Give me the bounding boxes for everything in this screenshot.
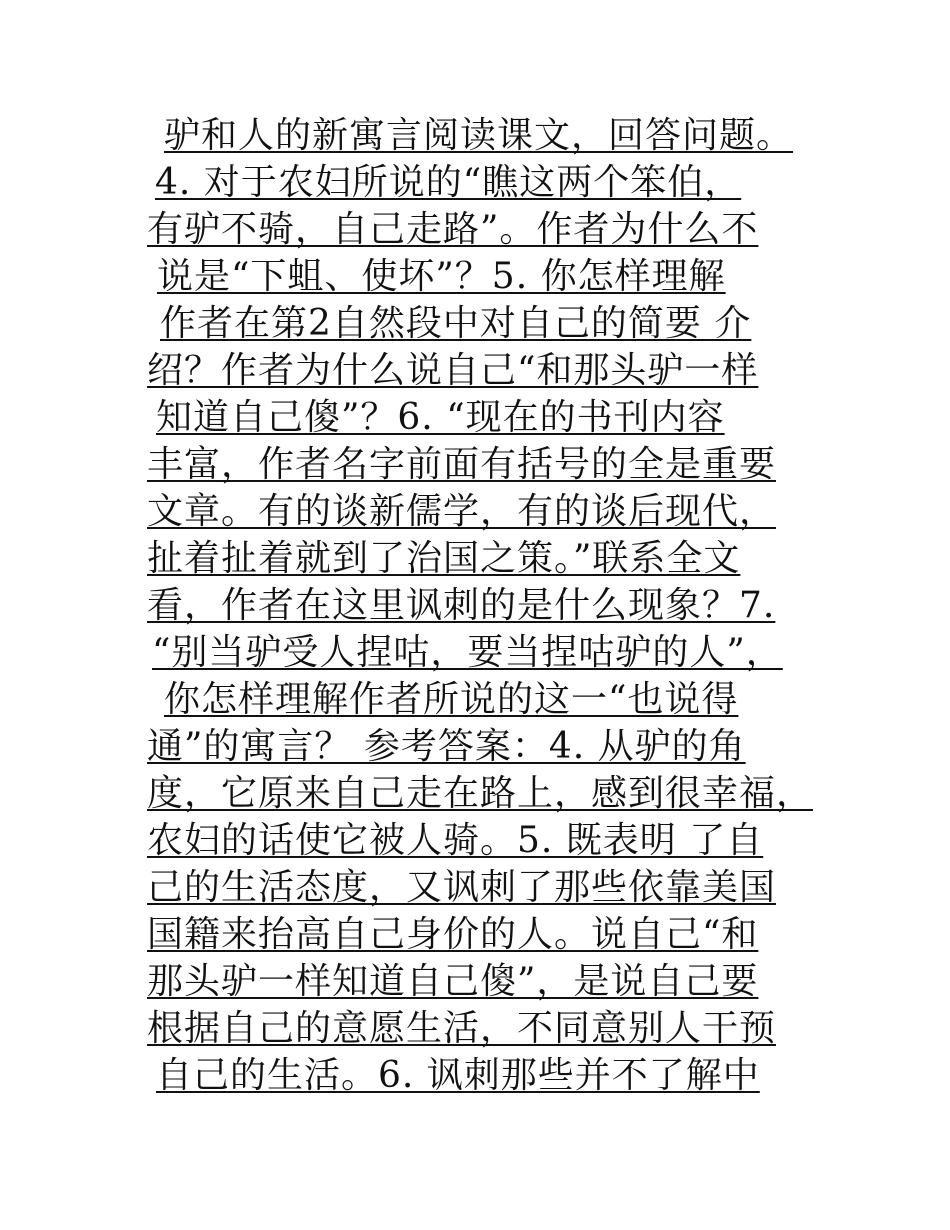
text-line-11: 看，作者在这里讽刺的是什么现象？7. xyxy=(147,585,776,626)
text-line-12: “别当驴受人捏咕，要当捏咕驴的人”， xyxy=(152,632,783,673)
text-line-3: 有驴不骑，自己走路”。作者为什么不 xyxy=(147,209,759,250)
text-line-2: 4. 对于农妇所说的“瞧这两个笨伯， xyxy=(155,162,742,203)
text-line-20: 根据自己的意愿生活，不同意别人干预 xyxy=(147,1008,777,1049)
text-line-13: 你怎样理解作者所说的这一“也说得 xyxy=(164,679,739,720)
text-line-21: 自己的生活。6. 讽刺那些并不了解中 xyxy=(156,1055,760,1096)
text-line-8: 丰富，作者名字前面有括号的全是重要 xyxy=(147,444,777,485)
text-line-7: 知道自己傻”？6. “现在的书刊内容 xyxy=(156,397,725,438)
text-line-17: 己的生活态度，又讽刺了那些依靠美国 xyxy=(147,867,777,908)
text-line-6: 绍？作者为什么说自己“和那头驴一样 xyxy=(147,350,759,391)
text-line-9: 文章。有的谈新儒学，有的谈后现代， xyxy=(147,491,777,532)
text-line-1: 驴和人的新寓言阅读课文，回答问题。 xyxy=(164,115,794,156)
text-line-4: 说是“下蛆、使坏”？5. 你怎样理解 xyxy=(157,256,726,297)
text-line-19: 那头驴一样知道自己傻”，是说自己要 xyxy=(147,961,759,1002)
text-line-14: 通”的寓言？ 参考答案：4. 从驴的角 xyxy=(147,726,746,767)
text-line-15: 度，它原来自己走在路上，感到很幸福， xyxy=(147,773,814,814)
text-line-5: 作者在第2自然段中对自己的简要 介 xyxy=(160,303,752,344)
text-line-18: 国籍来抬高自己身价的人。说自己“和 xyxy=(147,914,759,955)
text-line-16: 农妇的话使它被人骑。5. 既表明 了自 xyxy=(147,820,764,861)
text-line-10: 扯着扯着就到了治国之策。”联系全文 xyxy=(147,538,741,579)
